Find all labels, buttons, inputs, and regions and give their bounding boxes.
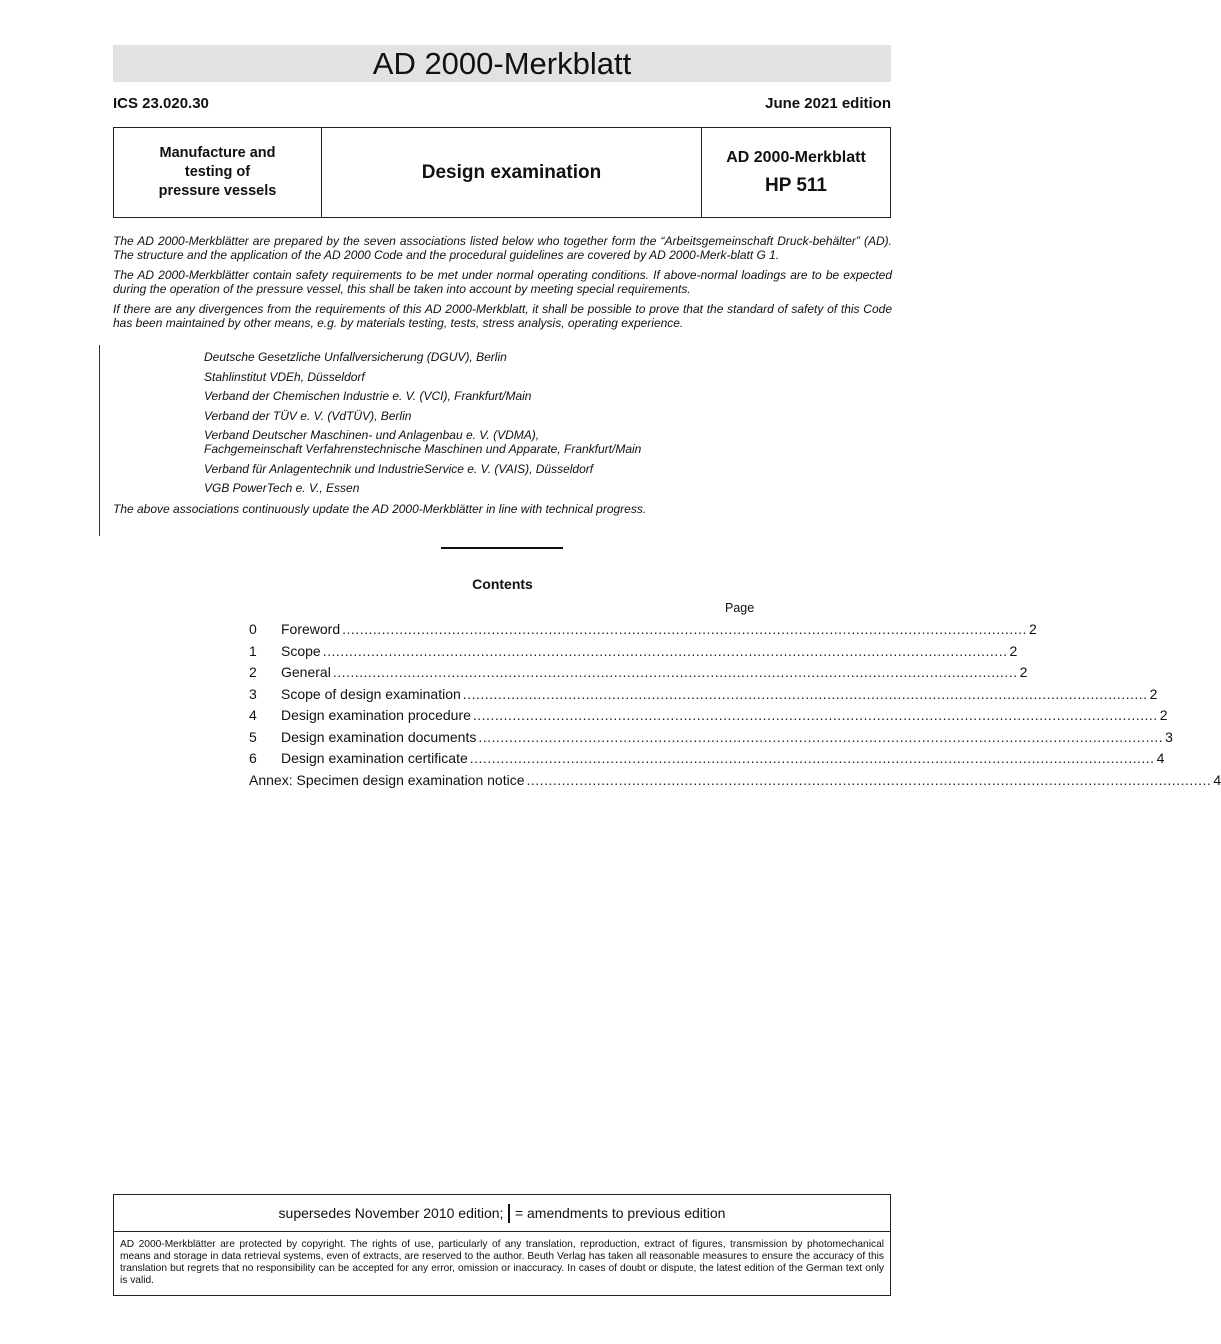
toc-number: 3	[249, 685, 257, 702]
toc-entry[interactable]	[249, 728, 1173, 751]
toc-page: 4	[1213, 771, 1221, 788]
toc-entry[interactable]	[249, 707, 1168, 729]
toc-number: 0	[249, 621, 257, 637]
copyright-notice: AD 2000-Merkblätter are protected by copyright. The rights of use, particularly of any translation, reproduction, extract of figures, transmission by photomechanical means and storage in data retrieval systems, even of extracts, are reserved to the author. Beuth Verlag has taken all reasonable measures to ensure the accuracy of this translation but regrets that no responsibility can be accepted for any error, omission or inaccuracy. In cases of doubt or dispute, the latest edition of the German text only is valid.	[120, 1239, 884, 1286]
association-item: Verband Deutscher Maschinen- und Anlagenbau e. V. (VDMA), Fachgemeinschaft Verfahrenstechnische Maschinen und Apparate, Frankfurt/Main	[204, 428, 642, 456]
intro-text	[113, 234, 892, 336]
toc-leader: ............................................................................................................................................................	[342, 621, 1027, 637]
toc-title: Design examination documents	[281, 728, 477, 745]
toc-leader: ............................................................................................................................................................	[526, 771, 1212, 788]
footer-box	[113, 1194, 891, 1296]
toc-title: Scope	[281, 642, 321, 659]
toc-number: 6	[249, 750, 257, 766]
meta-row	[113, 95, 891, 112]
document-title: AD 2000-Merkblatt	[113, 45, 891, 82]
amendment-bar	[99, 345, 100, 536]
toc-entry[interactable]	[249, 621, 1037, 643]
toc-number: 1	[249, 642, 257, 659]
toc-title: Scope of design examination	[281, 685, 461, 702]
association-item: Verband für Anlagentechnik und IndustrieService e. V. (VAIS), Düsseldorf	[204, 461, 594, 476]
toc-number: 4	[249, 707, 257, 723]
toc-leader: ............................................................................................................................................................	[478, 728, 1164, 745]
series-subject-text: Manufacture and testing of pressure vessels	[158, 145, 277, 199]
toc-title: General	[281, 664, 331, 680]
toc-page: 2	[1159, 707, 1168, 723]
association-item: VGB PowerTech e. V., Essen	[204, 481, 360, 495]
sheet-code-cell	[702, 128, 890, 217]
toc-title: Design examination certificate	[281, 750, 468, 766]
edition-date: June 2021 edition	[765, 95, 891, 112]
contents-heading: Contents	[472, 576, 533, 592]
intro-paragraph: If there are any divergences from the requirements of this AD 2000-Merkblatt, it shall be possible to prove that the standard of safety of this Code has been maintained by other means, e.g. by materials testing, tests, stress analysis, operating experience.	[113, 302, 892, 330]
toc-page: 2	[1009, 642, 1018, 659]
toc-page: 2	[1149, 685, 1158, 702]
toc-number: 5	[249, 728, 257, 745]
association-item: Verband der Chemischen Industrie e. V. (VCI), Frankfurt/Main	[204, 389, 532, 403]
association-item: Deutsche Gesetzliche Unfallversicherung (DGUV), Berlin	[204, 350, 507, 364]
intro-paragraph: The AD 2000-Merkblätter contain safety requirements to be met under normal operating conditions. If above-normal loadings are to be expected during the operation of the pressure vessel, this shall be taken into account by meeting special requirements.	[113, 268, 892, 296]
sheet-subject: Design examination	[322, 128, 702, 217]
toc-leader: ............................................................................................................................................................	[472, 707, 1158, 723]
header-box	[113, 127, 891, 218]
amendments-legend: = amendments to previous edition	[514, 1205, 726, 1221]
sheet-code-title: AD 2000-Merkblatt	[726, 149, 866, 166]
toc-title: Design examination procedure	[281, 707, 471, 723]
toc-leader: ............................................................................................................................................................	[469, 750, 1155, 766]
intro-paragraph: The AD 2000-Merkblätter are prepared by the seven associations listed below who together form the “Arbeitsgemeinschaft Druck-behälter” (AD). The structure and the application of the AD 2000 Code and the procedural guidelines are covered by AD 2000-Merk-blatt G 1.	[113, 234, 892, 262]
section-divider	[441, 547, 563, 549]
sheet-code-number: HP 511	[765, 175, 827, 196]
toc-entry[interactable]	[249, 750, 1165, 772]
toc-leader: ............................................................................................................................................................	[462, 685, 1148, 702]
toc-page: 3	[1165, 728, 1173, 745]
association-list	[204, 350, 804, 501]
toc-title: Annex: Specimen design examination notice	[249, 771, 525, 788]
toc-page: 4	[1156, 750, 1165, 766]
supersedes-note	[114, 1195, 890, 1232]
toc-entry[interactable]	[249, 664, 1028, 686]
closing-note: The above associations continuously update the AD 2000-Merkblätter in line with technical progress.	[113, 502, 647, 516]
association-item: Verband der TÜV e. V. (VdTÜV), Berlin	[204, 408, 412, 423]
supersedes-text: supersedes November 2010 edition;	[278, 1205, 504, 1221]
toc-page: 2	[1019, 664, 1028, 680]
association-item: Stahlinstitut VDEh, Düsseldorf	[204, 369, 365, 384]
toc-leader: ............................................................................................................................................................	[332, 664, 1018, 680]
ics-code: ICS 23.020.30	[113, 95, 209, 112]
amendment-bar-icon	[508, 1204, 510, 1223]
toc-number: 2	[249, 664, 257, 680]
contents-page-label: Page	[725, 601, 755, 615]
table-of-contents	[249, 621, 1221, 793]
toc-entry-annex[interactable]	[249, 771, 1221, 794]
toc-leader: ............................................................................................................................................................	[322, 642, 1008, 659]
toc-entry[interactable]	[249, 642, 1018, 665]
series-subject	[114, 128, 322, 217]
toc-page: 2	[1028, 621, 1037, 637]
toc-entry[interactable]	[249, 685, 1158, 708]
toc-title: Foreword	[281, 621, 341, 637]
